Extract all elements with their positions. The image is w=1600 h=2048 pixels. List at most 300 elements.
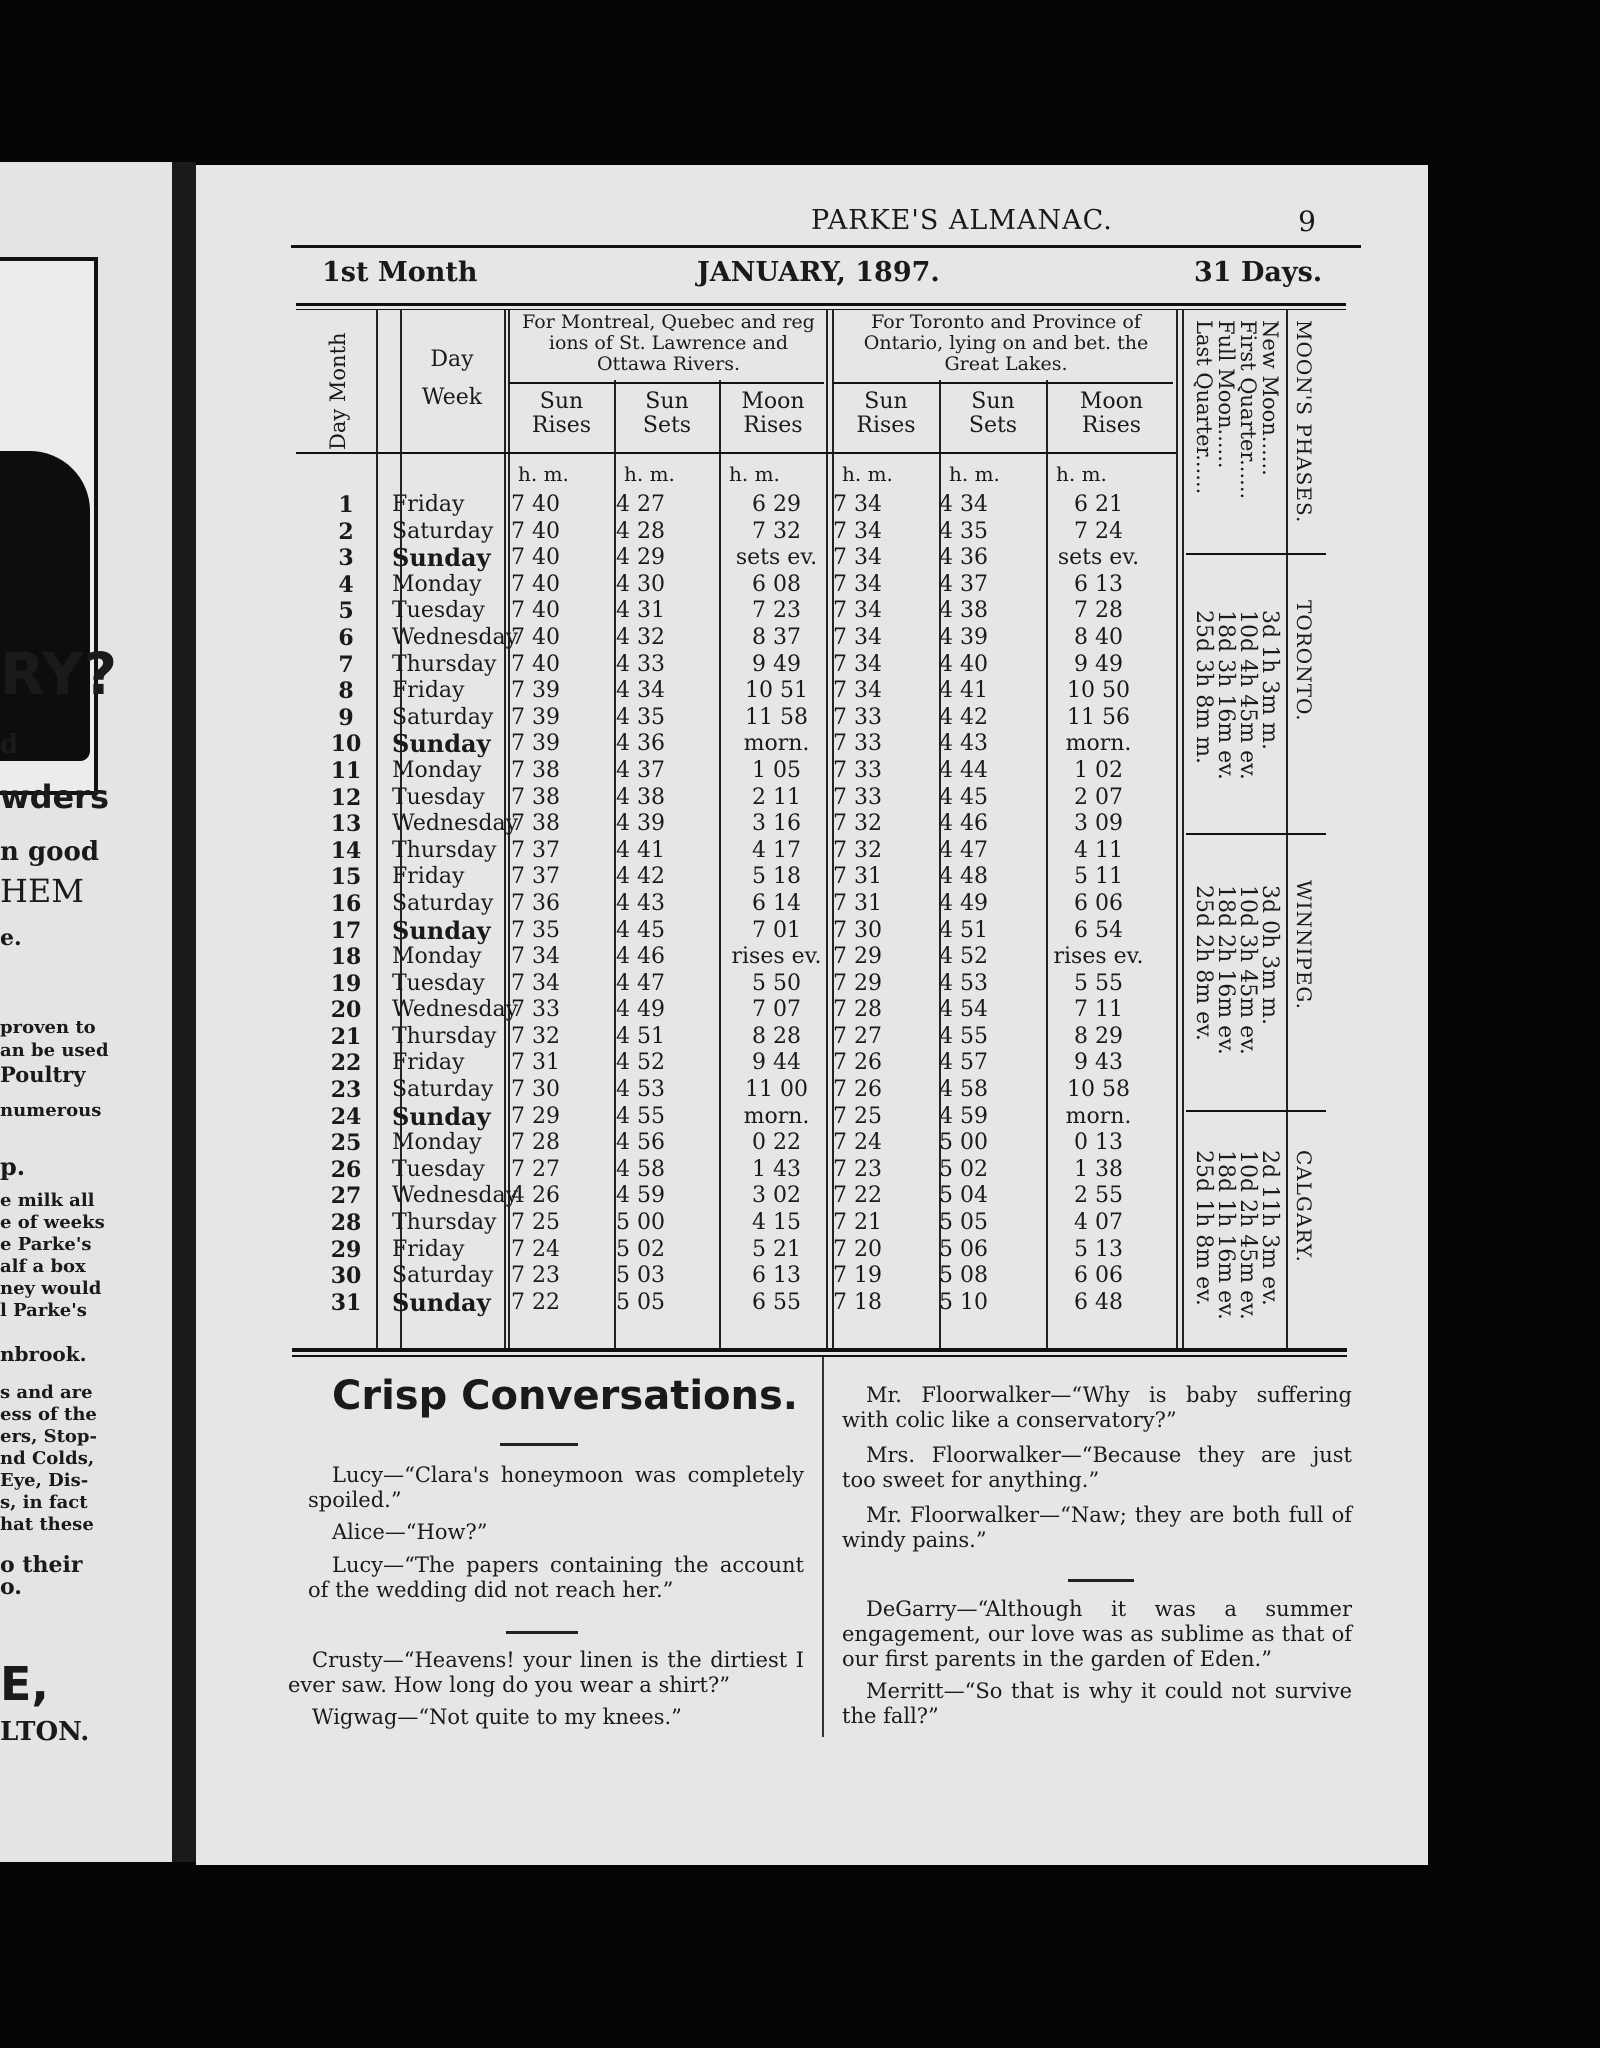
time-cell: 4 38 [939,598,988,624]
time-cell: 7 40 [511,518,560,544]
time-cell: 7 33 [833,784,882,810]
day-of-month: 17 [330,917,362,944]
month-heading [322,257,1362,293]
day-of-month: 4 [338,571,354,598]
day-of-week: Sunday [392,1287,491,1317]
day-of-week: Monday [392,571,482,597]
time-cell: 7 21 [833,1210,882,1236]
day-of-week: Friday [392,1050,465,1076]
time-cell: 7 38 [511,811,560,837]
time-cell: 9 44 [752,1050,801,1076]
time-cell: 7 28 [833,997,882,1023]
day-week-header [400,348,504,410]
col-header-line: Sets [968,413,1018,438]
col-header [509,390,614,438]
time-cell: 4 39 [939,624,988,650]
table-row [296,543,1140,573]
left-fragment: e Parke's [0,1234,92,1255]
time-cell: 4 51 [939,917,988,943]
time-cell: 7 24 [1074,518,1123,544]
day-of-week: Tuesday [392,784,485,810]
winnipeg-phase: 3d 0h 3m m. [1257,885,1282,1025]
time-cell: 7 23 [752,598,801,624]
time-cell: 4 31 [616,598,665,624]
time-cell: 11 00 [745,1077,808,1103]
table-row [296,784,1123,812]
time-cell: 4 56 [616,1130,665,1156]
time-cell: 1 43 [752,1156,801,1182]
toronto-phase: 25d 3h 8m m. [1191,610,1216,764]
time-cell: 5 11 [1074,864,1123,890]
conversation-line: Alice—“How?” [332,1520,488,1544]
winnipeg-phase: 18d 2h 16m ev. [1213,885,1238,1055]
left-fragment: n good [0,837,99,867]
time-cell: 7 26 [833,1077,882,1103]
time-cell: 7 23 [833,1156,882,1182]
table-bottom-rule-thin [292,1355,1347,1357]
time-cell: 7 38 [511,784,560,810]
left-fragment: alf a box [0,1256,86,1277]
calgary-phase: 25d 1h 8m ev. [1191,1150,1216,1306]
time-cell: 4 27 [616,492,665,517]
header-bottom-rule [296,452,1176,454]
table-row [296,1101,1132,1131]
left-page-fragment [0,162,172,1862]
table-row [296,997,1123,1024]
month-ordinal: 1st Month [322,257,478,288]
time-cell: 5 00 [939,1130,988,1156]
col-header [720,390,826,438]
day-of-month: 31 [330,1289,362,1316]
col-header-line: Moon [741,389,805,414]
col-header [940,390,1046,438]
time-cell: 5 06 [939,1236,988,1262]
time-cell: 7 20 [833,1236,882,1262]
time-cell: 4 07 [1074,1210,1123,1236]
month-days: 31 Days. [1194,257,1323,288]
time-cell: 4 48 [939,864,988,890]
time-cell: 5 18 [752,864,801,890]
table-row [296,571,1123,599]
time-cell: 4 43 [616,890,665,916]
time-cell: 7 22 [833,1183,882,1209]
conversation-line: Merritt—“So that is why it could not survive the fall?” [842,1679,1352,1728]
time-cell: 7 30 [511,1077,560,1103]
time-cell: 5 05 [939,1210,988,1236]
time-cell: 1 38 [1074,1156,1123,1182]
time-cell: 7 40 [511,545,560,571]
time-cell: 5 50 [752,970,801,996]
time-cell: 6 55 [752,1289,801,1315]
day-of-month: 29 [330,1236,362,1263]
phase-rule [1286,310,1288,1350]
time-cell: 7 34 [833,492,882,517]
left-fragment: RY? [0,640,118,708]
col-rule [1176,310,1178,1350]
table-row [296,890,1123,918]
time-cell: 3 16 [752,811,801,837]
left-fragment: wders [0,778,109,816]
time-cell: 7 34 [833,651,882,677]
day-of-month: 5 [338,598,354,625]
left-fragment: E, [0,1657,49,1711]
time-cell: 7 35 [511,917,560,943]
time-cell: 7 36 [511,890,560,916]
column-divider [822,1357,824,1737]
left-fragment: d [0,730,19,760]
time-cell: 4 58 [939,1077,988,1103]
illustration [0,451,90,761]
divider [506,1631,578,1634]
day-of-week: Wednesday [392,997,519,1023]
time-cell: 4 59 [939,1103,988,1129]
day-of-month: 1 [338,492,354,518]
col-header-line: Sets [642,413,692,438]
day-of-week: Saturday [392,890,494,916]
left-fragment: HEM [0,872,85,910]
day-of-month: 18 [330,944,362,971]
table-row [296,1287,1123,1317]
day-of-week: Saturday [392,1077,494,1103]
table-row [296,624,1123,652]
time-cell: 7 24 [833,1130,882,1156]
time-cell: 4 53 [939,970,988,996]
time-cell: 6 08 [752,571,801,597]
table-row [296,729,1132,759]
time-cell: 7 25 [511,1210,560,1236]
time-cell: 7 40 [511,624,560,650]
day-of-month: 19 [330,970,362,997]
day-of-week: Monday [392,1130,482,1156]
time-cell: 7 33 [833,757,882,783]
table-row [296,678,1130,705]
moon-phases-panel [1186,310,1326,1330]
left-fragment: nbrook. [0,1342,87,1366]
time-cell: 4 11 [1074,837,1123,863]
winnipeg-phase: 25d 2h 8m ev. [1191,885,1216,1041]
time-cell: 4 55 [939,1023,988,1049]
day-of-month: 27 [330,1183,362,1210]
table-bottom-rule [292,1348,1347,1352]
day-of-week: Sunday [392,1101,491,1131]
table-row [296,970,1123,998]
time-cell: 7 34 [511,944,560,970]
time-cell: 4 35 [939,518,988,544]
time-cell: 7 38 [511,757,560,783]
time-cell: 4 36 [616,731,665,757]
table-row [296,1236,1123,1264]
time-cell: 4 39 [616,811,665,837]
time-cell: 3 02 [752,1183,801,1209]
page-gutter [172,162,196,1862]
group-rule [833,382,1173,384]
left-fragment: ney would [0,1278,102,1299]
day-of-week: Saturday [392,518,494,544]
day-of-month: 7 [338,651,354,678]
time-cell: 7 39 [511,678,560,704]
day-of-week: Wednesday [392,624,519,650]
day-of-week: Wednesday [392,1183,519,1209]
time-cell: 4 38 [616,784,665,810]
week-label: Week [421,385,483,410]
phase-name: First Quarter...... [1236,320,1260,500]
time-cell: 4 40 [939,651,988,677]
time-cell: 4 58 [616,1156,665,1182]
time-cell: 7 27 [833,1023,882,1049]
left-fragment: proven to [0,1017,96,1038]
phase-name: New Moon...... [1258,320,1282,476]
day-of-week: Wednesday [392,811,519,837]
conversation-line: DeGarry—“Although it was a summer engagement, our love was as sublime as that of our first parents in the garden of Eden.” [842,1597,1352,1671]
time-cell: morn. [743,731,810,757]
day-of-month: 28 [330,1210,362,1237]
time-cell: 4 49 [939,890,988,916]
time-cell: 5 05 [616,1289,665,1315]
day-of-week: Tuesday [392,970,485,996]
time-cell: 4 32 [616,624,665,650]
left-fragment: nd Colds, [0,1448,95,1469]
col-header [1047,390,1176,438]
conversation-line: Lucy—“The papers containing the account of the wedding did not reach her.” [308,1553,804,1602]
almanac-page [196,165,1428,1865]
time-cell: 7 34 [833,624,882,650]
time-cell: 7 33 [833,731,882,757]
time-cell: 2 11 [752,784,801,810]
left-fragment: l Parke's [0,1300,87,1321]
day-of-week: Saturday [392,1263,494,1289]
day-of-week: Saturday [392,704,494,730]
time-cell: 7 25 [833,1103,882,1129]
col-header-line: Sun [645,389,689,414]
illustration-frame [0,257,98,795]
time-cell: 7 34 [833,518,882,544]
time-cell: 10 51 [745,678,808,704]
calgary-phase: 10d 2h 45m ev. [1235,1150,1260,1320]
day-of-week: Friday [392,492,465,517]
divider [500,1443,578,1446]
day-of-month: 20 [330,997,362,1024]
time-cell: 4 30 [616,571,665,597]
time-cell: 4 51 [616,1023,665,1049]
time-cell: 4 44 [939,757,988,783]
header-rule [291,245,1361,248]
phase-name: Last Quarter...... [1192,320,1216,495]
time-cell: 2 55 [1074,1183,1123,1209]
time-cell: 5 55 [1074,970,1123,996]
time-cell: 7 40 [511,571,560,597]
page-header [296,205,1546,245]
time-cell: 5 21 [752,1236,801,1262]
time-cell: 7 40 [511,492,560,517]
day-of-week: Friday [392,1236,465,1262]
day-of-week: Monday [392,944,482,970]
table-row [296,1210,1123,1237]
table-row [296,518,1123,546]
time-cell: 4 42 [939,704,988,730]
time-cell: 6 54 [1074,917,1123,943]
time-cell: 7 29 [511,1103,560,1129]
toronto-phase: 10d 4h 45m ev. [1235,610,1260,780]
time-cell: 0 22 [752,1130,801,1156]
day-of-month: 12 [330,784,362,811]
time-cell: 2 07 [1074,784,1123,810]
time-cell: 6 14 [752,890,801,916]
day-of-week: Friday [392,678,465,704]
time-cell: 7 37 [511,864,560,890]
time-cell: 4 52 [939,944,988,970]
phase-rule [1186,553,1326,555]
left-fragment: e. [0,925,22,951]
conversation-line: Crusty—“Heavens! your linen is the dirtiest I ever saw. How long do you wear a shirt?” [288,1648,804,1697]
time-cell: 5 02 [939,1156,988,1182]
time-cell: 4 43 [939,731,988,757]
time-cell: sets ev. [1057,545,1140,571]
left-fragment: s and are [0,1382,93,1403]
time-cell: 10 58 [1067,1077,1130,1103]
units-label: h. m. [518,462,569,486]
time-cell: 4 17 [752,837,801,863]
time-cell: 7 31 [833,864,882,890]
time-cell: 7 07 [752,997,801,1023]
calgary-label: CALGARY. [1292,1150,1316,1263]
time-cell: 4 57 [939,1050,988,1076]
table-row [296,811,1123,838]
table-row [296,757,1123,785]
time-cell: 4 55 [616,1103,665,1129]
running-title: PARKE'S ALMANAC. [811,205,1113,236]
toronto-group-header: For Toronto and Province of Ontario, lying on and bet. the Great Lakes. [863,311,1149,375]
left-fragment: numerous [0,1100,102,1121]
table-row [296,915,1123,945]
day-of-month: 15 [330,864,362,891]
table-row [296,704,1130,732]
time-cell: 4 41 [616,837,665,863]
time-cell: 7 37 [511,837,560,863]
winnipeg-label: WINNIPEG. [1292,880,1316,1011]
calgary-phase: 2d 11h 3m ev. [1257,1150,1282,1306]
time-cell: 5 08 [939,1263,988,1289]
day-of-week: Sunday [392,915,491,945]
time-cell: 6 21 [1074,492,1123,517]
time-cell: 7 27 [511,1156,560,1182]
day-of-month: 21 [330,1023,362,1050]
time-cell: 1 02 [1074,757,1123,783]
table-row [296,1156,1123,1184]
time-cell: 7 34 [833,678,882,704]
toronto-label: TORONTO. [1292,600,1316,722]
time-cell: 4 35 [616,704,665,730]
time-cell: sets ev. [735,545,818,571]
col-header-line: Rises [1081,413,1142,438]
time-cell: 7 33 [511,997,560,1023]
time-cell: 5 03 [616,1263,665,1289]
time-cell: 4 46 [939,811,988,837]
time-cell: 8 40 [1074,624,1123,650]
page-number: 9 [1298,205,1316,238]
time-cell: 4 34 [616,678,665,704]
units-label: h. m. [624,462,675,486]
time-cell: rises ev. [1053,944,1144,970]
left-fragment: hat these [0,1514,94,1535]
toronto-phase: 18d 3h 16m ev. [1213,610,1238,780]
phase-rule [1186,1110,1326,1112]
day-of-month: 11 [330,757,362,784]
day-of-week: Thursday [392,837,497,863]
col-header-line: Rises [531,413,592,438]
time-cell: 10 50 [1067,678,1130,704]
time-cell: 11 56 [1067,704,1130,730]
col-header-line: Rises [743,413,803,438]
left-fragment: ers, Stop- [0,1426,97,1447]
time-cell: 7 29 [833,970,882,996]
group-rule [509,382,824,384]
time-cell: 4 45 [939,784,988,810]
montreal-group-header: For Montreal, Quebec and reg ions of St. Lawrence and Ottawa Rivers. [522,311,815,375]
left-fragment: s, in fact [0,1492,88,1513]
day-label: Day [430,347,474,372]
units-label: h. m. [842,462,893,486]
time-cell: 7 24 [511,1236,560,1262]
time-cell: 9 43 [1074,1050,1123,1076]
time-cell: 7 40 [511,598,560,624]
moon-phases-title: MOON'S PHASES. [1292,320,1316,524]
table-row [296,1183,1123,1210]
time-cell: 7 11 [1074,997,1123,1023]
time-cell: 7 28 [511,1130,560,1156]
time-cell: 6 13 [1074,571,1123,597]
table-row [296,864,1123,891]
units-label: h. m. [729,462,780,486]
day-month-header [326,332,366,450]
time-cell: 7 33 [833,704,882,730]
table-row [296,651,1123,679]
col-header-line: Sun [864,389,908,414]
time-cell: 0 13 [1074,1130,1123,1156]
time-cell: 8 28 [752,1023,801,1049]
left-fragment: o their [0,1552,83,1578]
time-cell: 7 34 [833,598,882,624]
time-cell: 4 42 [616,864,665,890]
day-of-month: 6 [338,624,354,651]
conversation-line: Mrs. Floorwalker—“Because they are just too sweet for anything.” [842,1443,1352,1492]
time-cell: 4 54 [939,997,988,1023]
col-header-line: Sun [539,389,584,414]
left-fragment: o. [0,1574,22,1600]
day-of-week: Sunday [392,729,491,759]
day-of-month: 10 [330,731,362,758]
time-cell: 7 34 [833,545,882,571]
time-cell: 4 29 [616,545,665,571]
units-label: h. m. [949,462,1000,486]
time-cell: 4 34 [939,492,988,517]
day-month-label: Day Month [326,332,350,450]
day-of-month: 3 [338,545,354,572]
units-label: h. m. [1056,462,1107,486]
conversation-line: Mr. Floorwalker—“Why is baby suffering with colic like a conservatory?” [842,1383,1352,1432]
time-cell: 4 37 [616,757,665,783]
time-cell: 4 45 [616,917,665,943]
time-cell: 4 52 [616,1050,665,1076]
time-cell: 4 46 [616,944,665,970]
time-cell: 4 49 [616,997,665,1023]
table-row [296,1130,1123,1157]
phase-rule [1186,833,1326,835]
time-cell: 4 33 [616,651,665,677]
col-header [615,390,719,438]
day-of-month: 16 [330,890,362,917]
time-cell: 4 28 [616,518,665,544]
calendar-table [296,310,1446,1370]
